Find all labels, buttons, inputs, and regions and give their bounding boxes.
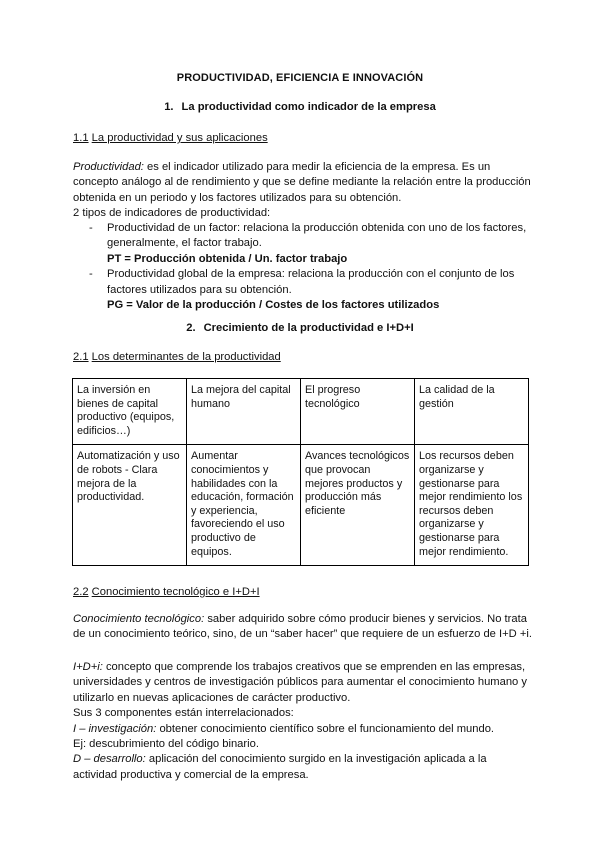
subsection-2-1-number: 2.1: [73, 351, 89, 363]
pt-formula: PT = Producción obtenida / Un. factor trabajo: [107, 252, 348, 265]
determinants-table: [72, 378, 529, 566]
investigacion-text: obtener conocimiento científico sobre el funcionamiento del mundo.: [156, 722, 495, 735]
subsection-2-2-heading: [73, 586, 260, 598]
subsection-1-1-text: La productividad y sus aplicaciones: [91, 132, 268, 144]
subsection-2-1-text: Los determinantes de la productividad: [91, 351, 281, 363]
pg-formula: PG = Valor de la producción / Costes de los factores utilizados: [107, 299, 440, 312]
idi-paragraph: [73, 660, 533, 783]
idi-term: I+D+i:: [73, 661, 103, 673]
section-1-heading: [0, 101, 600, 113]
table-header-cell: El progreso tecnológico: [301, 379, 415, 445]
desarrollo-term: D – desarrollo:: [73, 753, 146, 766]
table-cell: Automatización y uso de robots - Clara mejora de la productividad.: [73, 445, 187, 566]
page-title: PRODUCTIVIDAD, EFICIENCIA E INNOVACIÓN: [176, 72, 424, 84]
componentes-line: Sus 3 componentes están interrelacionados:: [73, 707, 294, 720]
section-2-text: Crecimiento de la productividad e I+D+I: [203, 322, 414, 334]
productividad-term: Productividad:: [73, 161, 144, 173]
section-1-text: La productividad como indicador de la empresa: [181, 101, 436, 113]
indicator-list: [73, 221, 533, 313]
productividad-text: es el indicador utilizado para medir la eficiencia de la empresa. Es un concepto análogo al de rendimiento y que se define mediante la relación entre la producción obtenida en un periodo y los factores utilizados para su obtención.: [73, 161, 531, 204]
ejemplo-line: Ej: descubrimiento del código binario.: [73, 738, 259, 751]
table-cell: Los recursos deben organizarse y gestionarse para mejor rendimiento los recursos deben organizarse y gestionarse para mejor rendimiento.: [415, 445, 529, 566]
productividad-definition: [73, 160, 533, 222]
section-2-number: 2.: [186, 322, 196, 334]
table-cell: Avances tecnológicos que provocan mejores productos y producción más eficiente: [301, 445, 415, 566]
section-2-heading: [0, 322, 600, 334]
list-item: [73, 267, 533, 298]
subsection-2-2-text: Conocimiento tecnológico e I+D+I: [91, 586, 260, 598]
bullet-dash: -: [89, 222, 93, 234]
subsection-1-1-heading: [73, 132, 268, 144]
investigacion-term: I – investigación:: [73, 722, 157, 735]
table-header-cell: La mejora del capital humano: [187, 379, 301, 445]
subsection-2-2-number: 2.2: [73, 586, 89, 598]
table-header-row: [73, 379, 529, 445]
subsection-2-1-heading: [73, 351, 281, 363]
table-row: [73, 445, 529, 566]
bullet-dash: -: [89, 268, 93, 281]
bullet-text: Productividad de un factor: relaciona la producción obtenida con uno de los factores, generalmente, el factor trabajo.: [107, 222, 527, 250]
table-header-cell: La calidad de la gestión: [415, 379, 529, 445]
tipos-intro: 2 tipos de indicadores de productividad:: [73, 207, 271, 220]
conocimiento-text: saber adquirido sobre cómo producir bienes y servicios. No trata de un conocimiento teórico, sino, de un “saber hacer” que requiere de un esfuerzo de I+D +i.: [73, 613, 532, 641]
section-1-number: 1.: [164, 101, 174, 113]
list-item: [73, 221, 533, 252]
bullet-text: Productividad global de la empresa: relaciona la producción con el conjunto de los factores utilizados para su obtención.: [107, 268, 515, 296]
conocimiento-term: Conocimiento tecnológico:: [73, 613, 205, 625]
desarrollo-text: aplicación del conocimiento surgido en la investigación aplicada a la actividad productiva y comercial de la empresa.: [73, 753, 487, 781]
table-header-cell: La inversión en bienes de capital productivo (equipos, edificios…): [73, 379, 187, 445]
subsection-1-1-number: 1.1: [73, 132, 89, 144]
table-cell: Aumentar conocimientos y habilidades con la educación, formación y experiencia, favoreciendo el uso productivo de equipos.: [187, 445, 301, 566]
idi-text: concepto que comprende los trabajos creativos que se emprenden en las empresas, universidades y centros de investigación públicos para aumentar el conocimiento humano y utilizarlo en nuevas aplicaciones de carácter productivo.: [73, 661, 527, 704]
conocimiento-paragraph: [73, 612, 533, 643]
desarrollo-line: [73, 752, 533, 783]
investigacion-line: [73, 722, 533, 737]
